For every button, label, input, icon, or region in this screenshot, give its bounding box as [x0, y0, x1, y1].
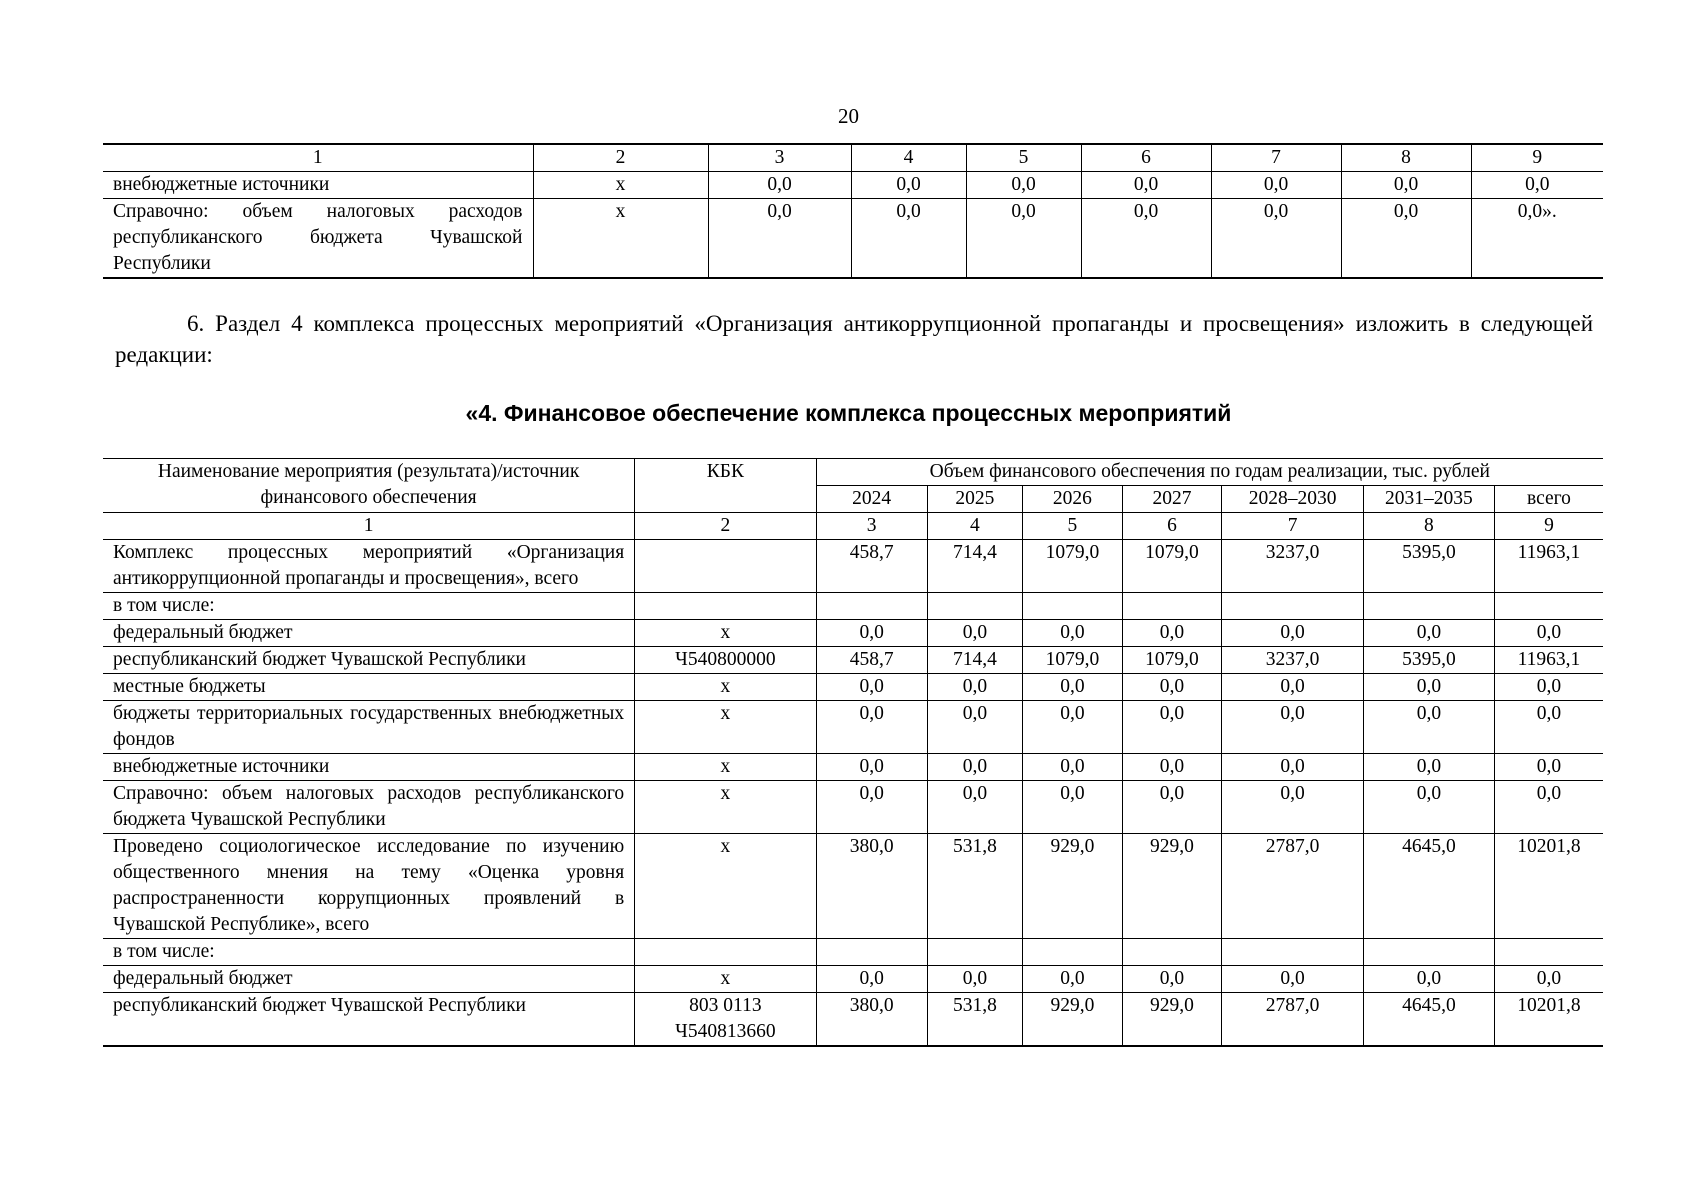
row-value: 0,0 [927, 620, 1022, 647]
row-value: 10201,8 [1494, 993, 1603, 1047]
row-value [1363, 593, 1494, 620]
financing-table [103, 458, 1603, 1047]
row-value: 0,0 [927, 754, 1022, 781]
row-value: 929,0 [1023, 993, 1123, 1047]
row-value: 11963,1 [1494, 540, 1603, 593]
row-kbk: х [635, 781, 816, 834]
row-value: 0,0 [1341, 199, 1471, 279]
row-value [927, 593, 1022, 620]
row-value: 4645,0 [1363, 993, 1494, 1047]
row-value: 0,0 [708, 172, 851, 199]
table-row [103, 593, 1603, 620]
table-row [103, 172, 1603, 199]
table-row [103, 754, 1603, 781]
row-value: 929,0 [1122, 834, 1222, 939]
row-value: 0,0 [1122, 674, 1222, 701]
row-value [1023, 939, 1123, 966]
row-value: 0,0 [1222, 701, 1364, 754]
row-value: 0,0 [1023, 754, 1123, 781]
row-name: бюджеты территориальных государственных внебюджетных фондов [103, 701, 635, 754]
row-value: 0,0 [816, 966, 927, 993]
header-year: всего [1494, 486, 1603, 513]
column-number: 1 [103, 144, 533, 172]
table-row [103, 674, 1603, 701]
column-number: 7 [1222, 513, 1364, 540]
column-number: 3 [708, 144, 851, 172]
column-number-row [103, 144, 1603, 172]
row-value: 0,0 [1222, 674, 1364, 701]
row-value: 0,0 [708, 199, 851, 279]
column-number-row [103, 513, 1603, 540]
row-value: 0,0 [1494, 754, 1603, 781]
row-value: 0,0 [1471, 172, 1603, 199]
column-number: 8 [1363, 513, 1494, 540]
row-kbk [635, 593, 816, 620]
header-year: 2031–2035 [1363, 486, 1494, 513]
header-year: 2025 [927, 486, 1022, 513]
table-row [103, 993, 1603, 1047]
column-number: 9 [1471, 144, 1603, 172]
row-value: 0,0 [927, 674, 1022, 701]
row-value: 0,0 [1363, 754, 1494, 781]
row-value: 0,0 [816, 781, 927, 834]
row-value [816, 939, 927, 966]
row-value [1363, 939, 1494, 966]
row-value: 714,4 [927, 647, 1022, 674]
header-year: 2026 [1023, 486, 1123, 513]
row-value [1494, 939, 1603, 966]
row-kbk: 803 0113 Ч540813660 [635, 993, 816, 1047]
column-number: 4 [851, 144, 966, 172]
row-value: 0,0 [816, 674, 927, 701]
row-value: 929,0 [1023, 834, 1123, 939]
row-value: 0,0 [1122, 754, 1222, 781]
row-value: 0,0 [1222, 966, 1364, 993]
row-value: 0,0 [1023, 620, 1123, 647]
row-value: 2787,0 [1222, 993, 1364, 1047]
table-row [103, 939, 1603, 966]
row-name: в том числе: [103, 593, 635, 620]
row-value: 0,0 [1494, 701, 1603, 754]
row-value: 531,8 [927, 834, 1022, 939]
row-kbk: х [533, 172, 708, 199]
row-value: 0,0 [1494, 674, 1603, 701]
table-row [103, 620, 1603, 647]
row-value: 0,0 [1363, 781, 1494, 834]
column-number: 5 [1023, 513, 1123, 540]
row-value [1494, 593, 1603, 620]
row-value: 0,0 [816, 701, 927, 754]
row-value [816, 593, 927, 620]
column-number: 6 [1122, 513, 1222, 540]
row-value: 458,7 [816, 540, 927, 593]
row-name: местные бюджеты [103, 674, 635, 701]
row-value: 380,0 [816, 993, 927, 1047]
table-row [103, 701, 1603, 754]
column-number: 2 [635, 513, 816, 540]
row-value [1122, 593, 1222, 620]
row-value: 0,0 [1122, 620, 1222, 647]
row-value: 0,0 [1023, 781, 1123, 834]
row-value: 3237,0 [1222, 647, 1364, 674]
row-kbk: х [635, 620, 816, 647]
row-name: внебюджетные источники [103, 172, 533, 199]
row-value: 0,0 [1023, 674, 1123, 701]
row-value: 0,0 [1081, 199, 1211, 279]
row-value: 3237,0 [1222, 540, 1364, 593]
table-row [103, 834, 1603, 939]
page-number: 20 [838, 104, 859, 128]
row-value: 0,0». [1471, 199, 1603, 279]
row-value: 1079,0 [1023, 647, 1123, 674]
row-kbk: х [635, 754, 816, 781]
row-value: 4645,0 [1363, 834, 1494, 939]
row-value: 0,0 [851, 172, 966, 199]
row-value: 714,4 [927, 540, 1022, 593]
header-volume: Объем финансового обеспечения по годам реализации, тыс. рублей [816, 459, 1603, 486]
header-year: 2024 [816, 486, 927, 513]
row-value: 5395,0 [1363, 540, 1494, 593]
row-value [1222, 939, 1364, 966]
row-kbk: х [635, 966, 816, 993]
row-value: 0,0 [1081, 172, 1211, 199]
row-kbk: х [635, 834, 816, 939]
row-kbk: х [635, 674, 816, 701]
row-value: 0,0 [1494, 781, 1603, 834]
column-number: 8 [1341, 144, 1471, 172]
row-value: 0,0 [1363, 701, 1494, 754]
header-kbk: КБК [635, 459, 816, 513]
column-number: 9 [1494, 513, 1603, 540]
row-kbk: х [533, 199, 708, 279]
table-row [103, 540, 1603, 593]
row-value: 0,0 [927, 781, 1022, 834]
row-value [1222, 593, 1364, 620]
row-value: 531,8 [927, 993, 1022, 1047]
header-year: 2028–2030 [1222, 486, 1364, 513]
row-value [1023, 593, 1123, 620]
row-value: 0,0 [1363, 966, 1494, 993]
row-name: Комплекс процессных мероприятий «Организация антикоррупционной пропаганды и просвещения», всего [103, 540, 635, 593]
header-row [103, 459, 1603, 486]
table-row [103, 966, 1603, 993]
row-value: 0,0 [1363, 674, 1494, 701]
row-value: 0,0 [1122, 701, 1222, 754]
row-value: 458,7 [816, 647, 927, 674]
row-value [1122, 939, 1222, 966]
row-value: 0,0 [1494, 620, 1603, 647]
column-number: 4 [927, 513, 1022, 540]
row-value: 0,0 [816, 620, 927, 647]
header-year: 2027 [1122, 486, 1222, 513]
row-value: 0,0 [927, 966, 1022, 993]
row-name: внебюджетные источники [103, 754, 635, 781]
row-value: 11963,1 [1494, 647, 1603, 674]
row-value: 1079,0 [1122, 647, 1222, 674]
row-value: 929,0 [1122, 993, 1222, 1047]
column-number: 7 [1211, 144, 1341, 172]
row-kbk: х [635, 701, 816, 754]
row-value: 0,0 [1222, 781, 1364, 834]
row-value: 0,0 [1222, 620, 1364, 647]
row-value: 0,0 [816, 754, 927, 781]
row-value: 10201,8 [1494, 834, 1603, 939]
row-value: 0,0 [927, 701, 1022, 754]
amendment-paragraph: 6. Раздел 4 комплекса процессных мероприятий «Организация антикоррупционной пропаганды и просвещения» изложить в следующей редакции: [115, 311, 1593, 367]
row-value: 0,0 [1211, 199, 1341, 279]
row-value: 0,0 [1222, 754, 1364, 781]
row-kbk [635, 939, 816, 966]
row-value: 0,0 [1122, 966, 1222, 993]
table-row [103, 781, 1603, 834]
row-name: федеральный бюджет [103, 620, 635, 647]
column-number: 6 [1081, 144, 1211, 172]
column-number: 2 [533, 144, 708, 172]
row-value: 0,0 [1211, 172, 1341, 199]
header-name: Наименование мероприятия (результата)/источник финансового обеспечения [103, 459, 635, 513]
continuation-table [103, 143, 1603, 279]
row-value: 1079,0 [1023, 540, 1123, 593]
table-row [103, 647, 1603, 674]
table-row [103, 199, 1603, 279]
row-name: федеральный бюджет [103, 966, 635, 993]
column-number: 3 [816, 513, 927, 540]
row-value: 0,0 [1341, 172, 1471, 199]
row-value: 0,0 [1023, 966, 1123, 993]
row-name: Проведено социологическое исследование по изучению общественного мнения на тему «Оценка уровня распространенности коррупционных проявлений в Чувашской Республике», всего [103, 834, 635, 939]
row-value: 0,0 [1494, 966, 1603, 993]
row-value: 5395,0 [1363, 647, 1494, 674]
row-value: 380,0 [816, 834, 927, 939]
row-value: 0,0 [851, 199, 966, 279]
row-kbk: Ч540800000 [635, 647, 816, 674]
row-name: республиканский бюджет Чувашской Республики [103, 647, 635, 674]
row-name: в том числе: [103, 939, 635, 966]
section-title: «4. Финансовое обеспечение комплекса процессных мероприятий [465, 400, 1232, 426]
row-name: республиканский бюджет Чувашской Республики [103, 993, 635, 1047]
row-value: 0,0 [1363, 620, 1494, 647]
row-name: Справочно: объем налоговых расходов республиканского бюджета Чувашской Республики [103, 781, 635, 834]
row-value: 0,0 [1122, 781, 1222, 834]
row-name: Справочно: объем налоговых расходов республиканского бюджета Чувашской Республики [103, 199, 533, 279]
row-kbk [635, 540, 816, 593]
row-value: 0,0 [966, 172, 1081, 199]
row-value [927, 939, 1022, 966]
column-number: 1 [103, 513, 635, 540]
row-value: 2787,0 [1222, 834, 1364, 939]
column-number: 5 [966, 144, 1081, 172]
row-value: 0,0 [966, 199, 1081, 279]
row-value: 0,0 [1023, 701, 1123, 754]
row-value: 1079,0 [1122, 540, 1222, 593]
